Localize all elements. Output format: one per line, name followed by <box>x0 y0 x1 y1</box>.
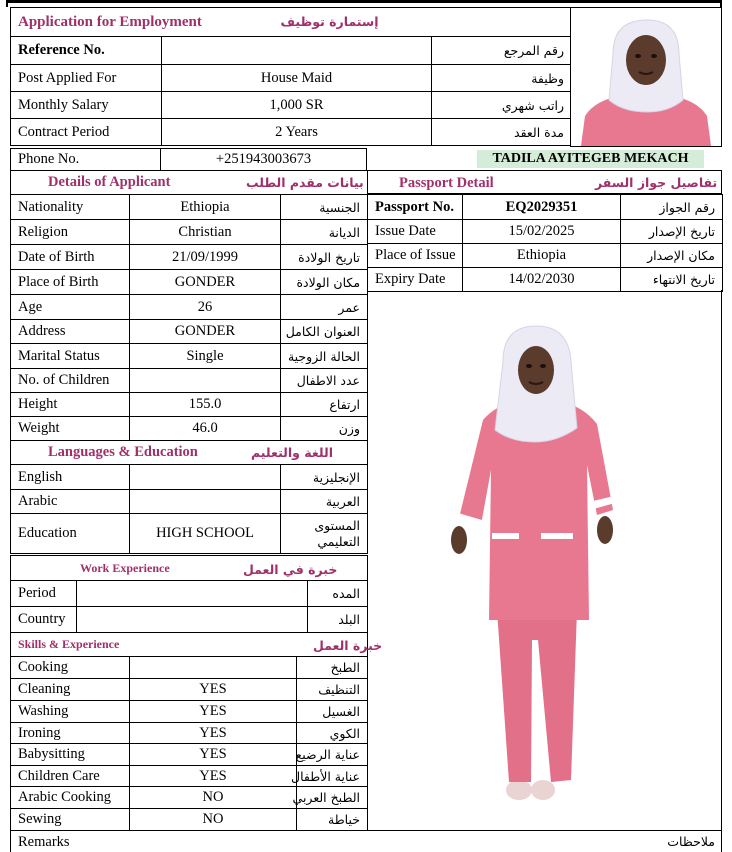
detail-label: Weight <box>11 417 130 441</box>
phone-value: +251943003673 <box>161 149 367 171</box>
detail-value: GONDER <box>130 270 281 295</box>
skill-row <box>11 787 368 809</box>
row-salary <box>11 92 572 119</box>
skill-label: Cooking <box>11 657 130 679</box>
passport-ar: تاريخ الانتهاء <box>621 268 723 292</box>
skill-ar: الطبخ العربي <box>297 787 368 809</box>
language-label: Arabic <box>11 490 130 514</box>
details-row <box>11 344 368 369</box>
work-value <box>77 581 308 607</box>
label-salary: Monthly Salary <box>11 92 162 119</box>
passport-label: Passport No. <box>368 195 463 220</box>
detail-label: Address <box>11 320 130 344</box>
detail-ar: ارتفاع <box>281 393 368 417</box>
remarks-label: Remarks <box>18 834 70 850</box>
skill-label: Babysitting <box>11 744 130 766</box>
work-label: Period <box>11 581 77 607</box>
skill-value: YES <box>130 766 297 787</box>
title-cell <box>11 8 571 37</box>
work-header-en: Work Experience <box>80 560 170 575</box>
detail-label: Nationality <box>11 195 130 220</box>
work-row <box>11 607 368 633</box>
skill-ar: الغسيل <box>297 701 368 723</box>
passport-ar: تاريخ الإصدار <box>621 220 723 244</box>
passport-value: Ethiopia <box>463 244 621 268</box>
detail-ar: الديانة <box>281 220 368 245</box>
detail-ar: العنوان الكامل <box>281 320 368 344</box>
full-body-photo <box>437 320 637 810</box>
detail-value: 155.0 <box>130 393 281 417</box>
passport-row <box>368 220 723 244</box>
label-post: Post Applied For <box>11 65 162 92</box>
value-post: House Maid <box>162 65 432 92</box>
phone-table <box>10 148 367 171</box>
skill-row <box>11 657 368 679</box>
detail-ar: تاريخ الولادة <box>281 245 368 270</box>
work-row <box>11 581 368 607</box>
skill-ar: خياطة <box>297 809 368 831</box>
value-contract: 2 Years <box>162 119 432 146</box>
passport-label: Place of Issue <box>368 244 463 268</box>
details-row <box>11 245 368 270</box>
ar-reference: رقم المرجع <box>432 37 572 65</box>
row-contract <box>11 119 572 146</box>
skill-label: Children Care <box>11 766 130 787</box>
phone-label: Phone No. <box>11 149 161 171</box>
detail-value: 26 <box>130 295 281 320</box>
row-post <box>11 65 572 92</box>
work-ar: البلد <box>308 607 368 633</box>
remarks-row <box>10 830 722 852</box>
detail-ar: الجنسية <box>281 195 368 220</box>
value-reference <box>162 37 432 65</box>
language-value <box>130 490 281 514</box>
details-row <box>11 195 368 220</box>
skill-value: YES <box>130 723 297 744</box>
passport-row <box>368 268 723 292</box>
detail-label: Age <box>11 295 130 320</box>
skills-header-en: Skills & Experience <box>18 637 120 651</box>
skill-row <box>11 679 368 701</box>
language-row <box>11 490 368 514</box>
label-reference: Reference No. <box>11 37 162 65</box>
passport-header-en: Passport Detail <box>399 175 494 191</box>
ar-post: وظيفة <box>432 65 572 92</box>
top-rule <box>6 0 722 7</box>
details-row <box>11 295 368 320</box>
language-ar: العربية <box>281 490 368 514</box>
detail-value: 21/09/1999 <box>130 245 281 270</box>
detail-label: Marital Status <box>11 344 130 369</box>
title-en: Application for Employment <box>18 13 202 30</box>
education-value: HIGH SCHOOL <box>130 514 281 554</box>
passport-header <box>367 170 722 194</box>
label-contract: Contract Period <box>11 119 162 146</box>
passport-header-ar: تفاصيل جواز السفر <box>595 175 718 190</box>
work-table <box>10 555 368 633</box>
ar-contract: مدة العقد <box>432 119 572 146</box>
ar-salary: راتب شهري <box>432 92 572 119</box>
language-label: English <box>11 465 130 490</box>
skill-value: NO <box>130 809 297 831</box>
education-label: Education <box>11 514 130 554</box>
skill-value: YES <box>130 679 297 701</box>
detail-value: Single <box>130 344 281 369</box>
skill-ar: عناية الأطفال <box>297 766 368 787</box>
row-reference <box>11 37 572 65</box>
detail-value: Ethiopia <box>130 195 281 220</box>
work-ar: المده <box>308 581 368 607</box>
headshot-frame <box>570 7 722 147</box>
language-ar: الإنجليزية <box>281 465 368 490</box>
detail-ar: الحالة الزوجية <box>281 344 368 369</box>
language-value <box>130 465 281 490</box>
skill-ar: الكوي <box>297 723 368 744</box>
passport-value: EQ2029351 <box>463 195 621 220</box>
skill-label: Washing <box>11 701 130 723</box>
languages-header-ar: اللغة والتعليم <box>251 445 333 460</box>
education-row <box>11 514 368 554</box>
details-header-en: Details of Applicant <box>48 174 171 190</box>
details-row <box>11 220 368 245</box>
details-row <box>11 369 368 393</box>
skills-header-ar: خبرة العمل <box>313 638 383 653</box>
applicant-name: TADILA AYITEGEB MEKACH <box>477 150 704 168</box>
value-salary: 1,000 SR <box>162 92 432 119</box>
passport-ar: مكان الإصدار <box>621 244 723 268</box>
details-row <box>11 417 368 441</box>
details-header-row <box>11 171 368 195</box>
skill-row <box>11 723 368 744</box>
right-border <box>721 290 722 830</box>
title-table <box>10 7 571 37</box>
detail-label: Place of Birth <box>11 270 130 295</box>
top-info-table <box>10 36 572 146</box>
details-row <box>11 270 368 295</box>
skill-value: YES <box>130 744 297 766</box>
skills-table <box>10 632 383 831</box>
passport-table <box>367 194 723 292</box>
skill-ar: الطبخ <box>297 657 368 679</box>
detail-label: Height <box>11 393 130 417</box>
work-header-ar: خبرة في العمل <box>243 562 338 577</box>
detail-ar: عدد الاطفال <box>281 369 368 393</box>
detail-label: Religion <box>11 220 130 245</box>
skills-header-row <box>11 633 368 657</box>
languages-header-en: Languages & Education <box>48 444 198 460</box>
detail-ar: مكان الولادة <box>281 270 368 295</box>
skill-row <box>11 701 368 723</box>
headshot-photo <box>571 8 721 146</box>
detail-label: No. of Children <box>11 369 130 393</box>
skill-ar: عناية الرضيع <box>297 744 368 766</box>
passport-value: 14/02/2030 <box>463 268 621 292</box>
skill-row <box>11 809 368 831</box>
work-header-row <box>11 556 368 581</box>
skill-label: Sewing <box>11 809 130 831</box>
passport-label: Expiry Date <box>368 268 463 292</box>
detail-value: Christian <box>130 220 281 245</box>
languages-header-row <box>11 441 368 465</box>
details-row <box>11 393 368 417</box>
passport-ar: رقم الجواز <box>621 195 723 220</box>
details-table <box>10 170 368 554</box>
passport-row <box>368 244 723 268</box>
skill-value: NO <box>130 787 297 809</box>
skill-value: YES <box>130 701 297 723</box>
skill-row <box>11 744 368 766</box>
passport-value: 15/02/2025 <box>463 220 621 244</box>
work-label: Country <box>11 607 77 633</box>
skill-row <box>11 766 368 787</box>
education-ar: المستوى التعليمي <box>281 514 368 554</box>
skill-label: Cleaning <box>11 679 130 701</box>
skill-value <box>130 657 297 679</box>
details-row <box>11 320 368 344</box>
skill-label: Arabic Cooking <box>11 787 130 809</box>
remarks-ar: ملاحظات <box>667 834 715 849</box>
detail-ar: وزن <box>281 417 368 441</box>
details-header-ar: بيانات مقدم الطلب <box>246 175 364 190</box>
language-row <box>11 465 368 490</box>
title-ar: إستمارة توظيف <box>280 13 379 29</box>
detail-value <box>130 369 281 393</box>
skill-label: Ironing <box>11 723 130 744</box>
passport-row <box>368 195 723 220</box>
detail-label: Date of Birth <box>11 245 130 270</box>
detail-ar: عمر <box>281 295 368 320</box>
work-value <box>77 607 308 633</box>
detail-value: GONDER <box>130 320 281 344</box>
detail-value: 46.0 <box>130 417 281 441</box>
passport-label: Issue Date <box>368 220 463 244</box>
skill-ar: التنظيف <box>297 679 368 701</box>
